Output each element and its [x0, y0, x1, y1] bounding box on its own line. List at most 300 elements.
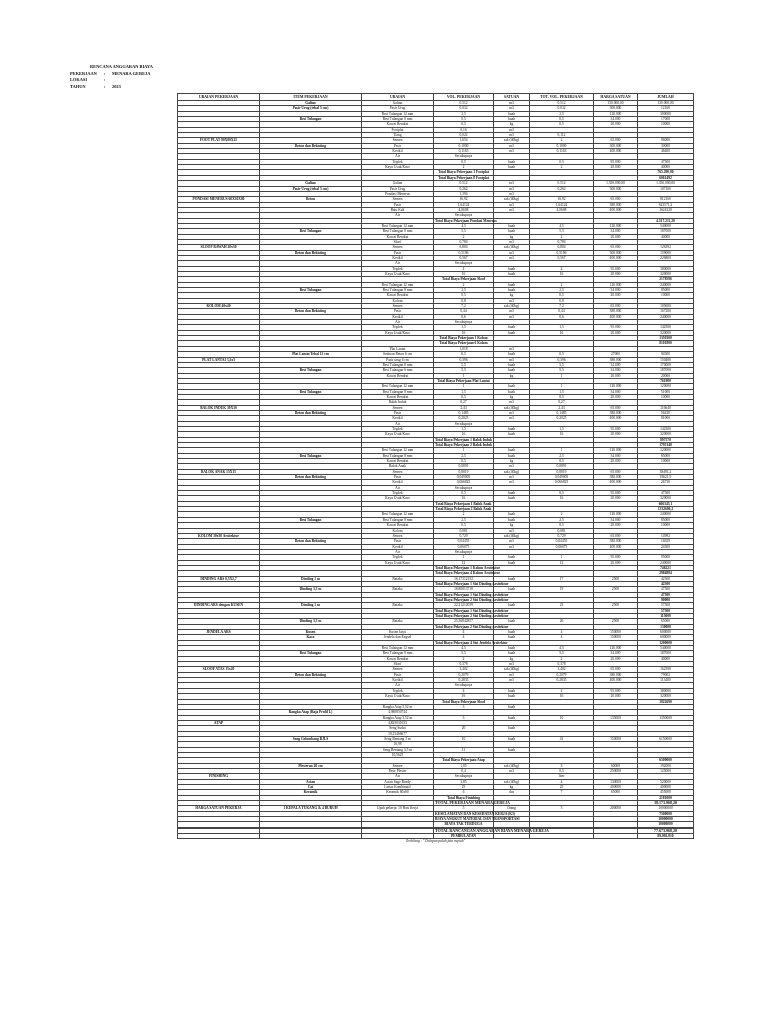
table-cell: 2,5 [530, 288, 594, 293]
header-field-2 [70, 84, 153, 91]
table-cell: 4.517.211,20 [638, 218, 694, 223]
table-cell: 380.000 [594, 357, 638, 362]
table-cell: 65.000 [594, 533, 638, 538]
table-cell: 0,06075 [434, 544, 494, 549]
table-cell: 2 [434, 282, 494, 287]
table-cell: 10000 [638, 293, 694, 298]
table-cell: Kayu Usuk/Kaso [362, 330, 434, 335]
table-cell: Plat Lantai [362, 346, 434, 351]
table-cell: 400.000 [594, 416, 638, 421]
table-cell: m3 [494, 181, 530, 186]
table-cell: 65.000 [594, 245, 638, 250]
table-cell: Air [362, 261, 434, 266]
table-cell: Kerikil [362, 678, 434, 683]
table-cell: 51000 [638, 389, 694, 394]
table-cell: 187000 [638, 368, 694, 373]
table-cell: m3 [494, 186, 530, 191]
table-cell: 0,5196 [530, 250, 594, 255]
header-field-key: PEKERJAAN [70, 70, 97, 76]
table-cell: Secukupnya [434, 549, 494, 554]
table-cell: m3 [494, 149, 530, 154]
table-cell: 2 [434, 165, 494, 170]
table-cell: 27000 [594, 352, 638, 357]
table-cell: 1 [434, 555, 494, 560]
table-cell: 400.000 [594, 544, 638, 549]
table-cell: 250000 [594, 768, 638, 773]
table-cell: 1,5 [434, 389, 494, 394]
table-cell: 120.000 [594, 646, 638, 651]
table-cell: 2178596 [638, 277, 694, 282]
table-cell: m3 [494, 250, 530, 255]
table-cell: KESELAMATAN DAN KESEHATAN KERJA (K3) [435, 811, 515, 816]
table-cell: sak (40kg) [494, 533, 530, 538]
table-cell: 2,43 [434, 405, 494, 410]
table-cell: Tiang [362, 133, 434, 138]
table-cell: 2181000 [638, 795, 694, 800]
table-cell: 120.000 [594, 282, 638, 287]
table-cell: 4,0608 [434, 207, 494, 212]
table-cell: 455000 [638, 790, 694, 795]
table-cell: Besi Tulangan 12 mm [362, 448, 434, 453]
table-cell: 0,1485 [530, 410, 594, 415]
table-cell: 400000 [638, 785, 694, 790]
table-cell: 2 [530, 282, 594, 287]
table-cell: buah [494, 272, 530, 277]
table-cell: 120.000 [594, 111, 638, 116]
table-cell: Acian [260, 779, 362, 784]
table-cell: Semen [362, 197, 434, 202]
table-cell: 60000 [594, 763, 638, 768]
table-cell: buah [494, 165, 530, 170]
table-cell: 10000 [638, 394, 694, 399]
table-cell: Pasir Urug [362, 106, 434, 111]
table-cell: Total Biaya Pekerjaan Sloof [434, 699, 494, 704]
table-cell: 105600 [638, 304, 694, 309]
table-cell: Besi Tulangan 8 mm [362, 117, 434, 122]
table-cell: 0,262 [530, 186, 594, 191]
table-cell: Kawat Bendrat [362, 656, 434, 661]
table-cell: 16,17312152 [434, 576, 494, 581]
table-cell: 240000 [638, 314, 694, 319]
table-cell: 0,5 [434, 394, 494, 399]
table-cell: Semen [362, 304, 434, 309]
table-cell: Total Biaya Pekerjaan 1 Sisi Dinding Arsitektur [435, 592, 509, 597]
table-cell: Kolom [362, 528, 434, 533]
table-cell: buah [494, 111, 530, 116]
table-cell: 46400 [638, 149, 694, 154]
table-cell: buah [494, 576, 530, 581]
table-cell: BALOK INDUK 30X30 [178, 405, 260, 410]
table-cell: Secukupnya [434, 421, 494, 426]
table-cell: Kawat Bendrat [362, 394, 434, 399]
table-cell: Total Biaya Pekerjaan 2 Sisi Dinding Arsitektur [435, 624, 509, 629]
table-cell: 0,8 [434, 298, 494, 303]
table-cell: 16,92 [434, 197, 494, 202]
table-cell: Pasir urug 6 cm [362, 357, 434, 362]
table-cell: 26 [530, 619, 594, 624]
table-cell: 0,262 [434, 186, 494, 191]
table-cell: 5,5 [434, 651, 494, 656]
table-cell: 3,85 [434, 779, 494, 784]
table-cell: Rangka Atap (Baja Profil L) [260, 710, 362, 715]
table-cell: Rangka Atap 3,52 m [362, 715, 434, 720]
table-cell: 0,5 [434, 491, 494, 496]
table-cell: 42500 [638, 576, 694, 581]
table-cell: m3 [494, 400, 530, 405]
table-cell: Total Biaya Pekerjaan 6 Kolom [434, 341, 494, 346]
table-cell: buah [494, 330, 530, 335]
table-cell: liter [530, 774, 594, 779]
table-cell: 85000 [638, 453, 694, 458]
table-cell: buah [494, 635, 530, 640]
table-cell: 41 [530, 736, 594, 741]
table-cell: 0,729 [530, 533, 594, 538]
table-cell: 65000 [594, 790, 638, 795]
table-cell: 2 [530, 512, 594, 517]
table-cell: Total Biaya Pekerjaan Pondasi Menerus [435, 218, 497, 223]
table-cell: 0,5 [434, 293, 494, 298]
table-cell: Triplek [362, 555, 434, 560]
table-cell: Air [362, 774, 434, 779]
table-cell: 20.000 [594, 373, 638, 378]
table-cell: 0,378 [434, 662, 494, 667]
table-cell: Seng Bentang 3,5 m [362, 747, 434, 752]
table-cell: 0,378 [530, 662, 594, 667]
table-cell: DINDING ARS dengan KUSEN [178, 603, 260, 608]
header-field-colon: : [104, 83, 106, 89]
table-cell: 20000 [638, 373, 694, 378]
table-cell: buah [494, 229, 530, 234]
table-cell: 65.000 [594, 138, 638, 143]
table-cell: Air [362, 154, 434, 159]
table-cell: m3 [494, 464, 530, 469]
table-cell: Besi Tulangan 8 mm [362, 288, 434, 293]
table-cell: Sloof [362, 662, 434, 667]
table-cell: 3 [434, 704, 494, 709]
budget-table [177, 93, 694, 844]
table-cell: Beton dan Bekisting [260, 250, 362, 255]
table-cell: 6150000 [638, 736, 694, 741]
table-cell: 150000 [594, 736, 638, 741]
table-cell: 7,2 [530, 304, 594, 309]
table-cell: 34.000 [594, 517, 638, 522]
header-field-key: TAHUN [70, 83, 86, 89]
table-cell: 4,0608 [530, 207, 594, 212]
table-cell: 226800 [638, 255, 694, 260]
table-cell: Besi Tulangan 8 mm [362, 517, 434, 522]
table-cell: Besi Tulangan 8 mm [362, 389, 434, 394]
table-cell: Seng Bentang 3 m [362, 736, 434, 741]
table-cell: 6,804 [434, 245, 494, 250]
table-cell: 4 [434, 630, 494, 635]
table-cell: buah [494, 496, 530, 501]
table-cell: 187000 [638, 651, 694, 656]
table-cell: 0,2079 [530, 672, 594, 677]
table-cell: 300000 [638, 111, 694, 116]
table-cell: 115000 [638, 614, 694, 619]
table-cell: 3 [530, 763, 594, 768]
table-cell: 0,8 [530, 298, 594, 303]
table-cell: Secukupnya [434, 683, 494, 688]
table-cell: sak (40kg) [494, 138, 530, 143]
table-cell: buah [494, 517, 530, 522]
table-cell: 0,04455 [530, 539, 594, 544]
table-cell: Beton dan Bekisting [260, 143, 362, 148]
table-cell: 142500 [638, 325, 694, 330]
table-cell: Kayu Usuk/Kaso [362, 694, 434, 699]
table-cell: 19,25466677 [362, 731, 434, 736]
table-cell: 40000 [638, 234, 694, 239]
table-cell: Kolom [362, 298, 434, 303]
table-cell: 400.000 [594, 678, 638, 683]
table-cell: 1 [530, 448, 594, 453]
table-cell: Besi Tulangan [260, 117, 362, 122]
table-cell: 20.000 [594, 293, 638, 298]
table-cell: kg [494, 394, 530, 399]
table-cell: 5,5 [434, 362, 494, 367]
table-cell: 2984884 [638, 571, 694, 576]
table-cell: 320000 [638, 272, 694, 277]
table-cell: Kayu Usuk/Kaso [362, 272, 434, 277]
table-cell: SLOOF ATAS 15x20 [178, 667, 260, 672]
header-field-value: 2023 [112, 83, 121, 89]
table-cell: 0,5 [530, 523, 594, 528]
table-cell: Beton dan Bekisting [260, 410, 362, 415]
table-cell: kg [494, 656, 530, 661]
table-cell: 10000000 [638, 806, 694, 811]
table-cell: Kawat Bendrat [362, 234, 434, 239]
table-cell: 38.173.968,20 [638, 801, 694, 806]
table-cell: 10 [434, 736, 494, 741]
table-cell: 240000 [638, 512, 694, 517]
table-cell: 1 [434, 448, 494, 453]
table-cell: 10,5625 [362, 752, 434, 757]
table-cell: 0,5 [530, 768, 594, 773]
table-cell: 4,5 [530, 223, 594, 228]
table-cell: m3 [494, 678, 530, 683]
table-cell: 0,081 [530, 528, 594, 533]
table-cell: Semen [362, 469, 434, 474]
header-field-0 [70, 71, 153, 78]
table-cell: buah [494, 726, 530, 731]
table-cell: FOOT PLAT 80X80X25 [178, 138, 260, 143]
table-cell: KOLOM 30x30 Arsitektur [178, 533, 260, 538]
table-cell: buah [494, 432, 530, 437]
table-cell: Pasir Urug [362, 186, 434, 191]
table-cell: buah [494, 352, 530, 357]
table-cell: 20.000 [594, 272, 638, 277]
table-cell: buah [494, 715, 530, 720]
table-cell: 5 [530, 806, 594, 811]
table-cell: 16 [434, 432, 494, 437]
table-cell: 40000 [638, 165, 694, 170]
table-cell: 116640 [638, 405, 694, 410]
column-header: URAIAN [362, 94, 434, 101]
table-cell: 10000 [638, 459, 694, 464]
table-cell: Air [362, 421, 434, 426]
table-cell: 2500 [594, 587, 638, 592]
table-cell: m3 [494, 410, 530, 415]
table-cell: 0.032 [530, 106, 594, 111]
table-cell: 0,5 [434, 122, 494, 127]
table-cell: 77.673.968,20 [638, 828, 694, 833]
table-cell: 130.000,00 [638, 101, 694, 106]
table-cell: 57500 [638, 608, 694, 613]
table-cell: 0,5196 [434, 250, 494, 255]
table-cell: buah [494, 694, 530, 699]
table-cell: buah [494, 587, 530, 592]
table-cell: buah [494, 651, 530, 656]
table-cell: Kerikil [362, 149, 434, 154]
table-cell: 16 [530, 272, 594, 277]
table-cell: HARGA SATUAN PEKERJA [178, 806, 260, 811]
table-cell: Kusen [260, 630, 362, 635]
table-cell: TOTAL RANCANGAN ANGGARAN BIAYA MENARA GEREJA [435, 827, 549, 833]
table-cell: Keramik [260, 790, 362, 795]
table-cell: Air [362, 549, 434, 554]
table-cell: Besi Tulangan 12 mm [362, 282, 434, 287]
table-cell: Batu Kali [362, 207, 434, 212]
table-cell: Secukupnya [434, 320, 494, 325]
table-cell: BIAYA ANGKUT MATERIAL DAN TRANSPORTASI [435, 817, 520, 822]
table-cell: 0,6 [434, 314, 494, 319]
table-cell: buah [494, 630, 530, 635]
table-cell: 320000 [638, 330, 694, 335]
table-cell: 135000 [594, 715, 638, 720]
table-cell: Air [362, 213, 434, 218]
table-cell: Kawat Bendrat [362, 293, 434, 298]
table-cell: 0,022 [434, 133, 494, 138]
table-cell: 1.350.000,00 [594, 181, 638, 186]
table-cell: 0.512 [530, 181, 594, 186]
table-cell: buah [494, 491, 530, 496]
table-cell: 540000 [638, 646, 694, 651]
table-cell: Dinding 3,5 m [260, 587, 362, 592]
table-cell: 30000 [638, 143, 694, 148]
table-cell: m3 [494, 672, 530, 677]
table-cell: 1350000 [638, 715, 694, 720]
table-cell: 7 [530, 790, 594, 795]
table-cell: 20.000 [594, 694, 638, 699]
table-cell: kg [494, 293, 530, 298]
document-title: RENCANA ANGGARAN BIAYA [90, 64, 153, 69]
table-cell: PLAT LANTAI 3,3x3 [178, 357, 260, 362]
table-cell: 2,43 [530, 405, 594, 410]
table-cell: Batako [362, 576, 434, 581]
table-cell: buah [494, 555, 530, 560]
document-header [70, 64, 153, 90]
table-cell: 20.000 [594, 432, 638, 437]
table-cell: 20.000 [594, 523, 638, 528]
table-cell: 20.000 [594, 560, 638, 565]
table-cell: Total Biaya Pekerjaan 4 Kolom Arsitektur [435, 571, 501, 576]
table-cell: 0,2025 [530, 416, 594, 421]
table-cell: 38491,2 [638, 469, 694, 474]
table-cell: 320000 [638, 432, 694, 437]
table-cell: Pasir [362, 309, 434, 314]
table-cell: 0,5 [434, 523, 494, 528]
table-cell: Batako [362, 619, 434, 624]
table-cell: buah [494, 453, 530, 458]
table-cell: 7500000 [638, 811, 694, 816]
table-cell: Pasir [362, 143, 434, 148]
table-cell: 0,784 [530, 239, 594, 244]
table-cell: 0,1000 [434, 143, 494, 148]
header-field-1 [70, 77, 153, 84]
table-cell: buah [494, 603, 530, 608]
table-cell: 4 [434, 688, 494, 693]
table-cell: 0,5 [530, 122, 594, 127]
table-cell: buah [494, 448, 530, 453]
table-cell: 56430 [638, 410, 694, 415]
table-cell: 0,5 [434, 352, 494, 357]
table-cell: kg [494, 234, 530, 239]
table-cell: buah [494, 117, 530, 122]
table-cell: 1.350.000,00 [638, 181, 694, 186]
table-cell: Total Biaya Pekerjaan 1 Sisi Dinding Arsitektur [435, 608, 509, 613]
table-cell: 4,825031653 [362, 720, 434, 725]
table-cell: JENDELA ARS [178, 630, 260, 635]
table-cell: 85000 [638, 288, 694, 293]
table-cell: m3 [494, 143, 530, 148]
table-cell: 1,394 [434, 191, 494, 196]
table-cell: Kerikil [362, 416, 434, 421]
table-cell: 120000 [638, 448, 694, 453]
table-cell: Besi Tulangan 8 mm [362, 453, 434, 458]
table-cell: 380000 [638, 688, 694, 693]
table-cell: m3 [494, 106, 530, 111]
table-cell: 65.000 [594, 667, 638, 672]
table-cell: 24300 [638, 544, 694, 549]
table-cell: Upah pekerja: 10 Hari Kerja [362, 806, 434, 811]
table-cell: 1,64124 [434, 202, 494, 207]
table-cell: 34.000 [594, 389, 638, 394]
table-cell: 10000000 [638, 822, 694, 827]
table-cell: 2500 [594, 619, 638, 624]
table-cell: 95.000 [594, 426, 638, 431]
table-cell: Besi Tulangan 12 mm [362, 223, 434, 228]
table-cell: Kayu Usuk/Kaso [362, 432, 434, 437]
table-cell: dus [494, 790, 530, 795]
table-cell: 0,5 [530, 117, 594, 122]
table-cell: 85000 [638, 517, 694, 522]
table-cell: Total Biaya Pekerjaan Sloof [434, 277, 494, 282]
table-cell: SLOOF BAWAH 20x30 [178, 245, 260, 250]
table-cell: Total Biaya Pekerjaan 1 Balok Anak [434, 501, 494, 506]
table-cell: 0,049005 [530, 475, 594, 480]
table-cell: 0,2835 [434, 678, 494, 683]
table-cell: 2,5 [530, 517, 594, 522]
table-cell: 0,567 [434, 255, 494, 260]
table-cell: Footplat [362, 127, 434, 132]
table-cell: 0,5 [530, 159, 594, 164]
table-cell: 34.000 [594, 288, 638, 293]
table-cell: buah [494, 325, 530, 330]
table-cell: 1795140 [638, 443, 694, 448]
table-cell: sak (40kg) [494, 763, 530, 768]
table-cell: 0,081 [434, 528, 494, 533]
table-cell: 1,018 [434, 346, 494, 351]
table-cell: 16929 [638, 539, 694, 544]
table-cell: buah [494, 368, 530, 373]
table-cell: 600000 [638, 635, 694, 640]
table-cell: 192000 [638, 763, 694, 768]
table-cell: 120.000 [594, 512, 638, 517]
table-cell: Total Biaya Pekerjaan 1 Balok Induk [435, 437, 493, 442]
table-cell: Pasir [362, 539, 434, 544]
table-cell: m3 [494, 544, 530, 549]
table-cell: 34.000 [594, 453, 638, 458]
